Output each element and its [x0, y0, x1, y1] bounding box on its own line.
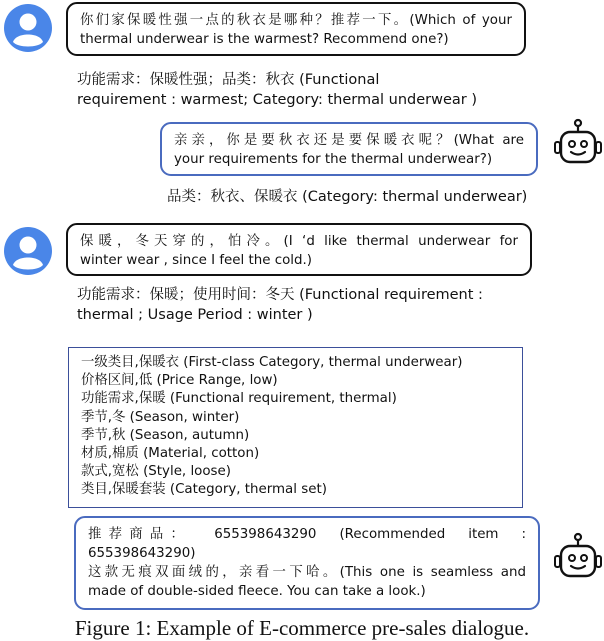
annotation-1	[77, 70, 527, 110]
bot-message-2-line3: 这款无痕双面绒的，亲看一下哈。(This one is seamless and	[88, 565, 526, 580]
annotation-2-line1: 品类：秋衣、保暖衣 (Category: thermal underwear)	[167, 189, 528, 205]
annotation-3-line1: 功能需求：保暖；使用时间：冬天 (Functional requirement :	[77, 287, 483, 303]
attribute-item: 季节,冬 (Season, winter)	[81, 409, 240, 425]
user-message-1-line2: thermal underwear is the warmest? Recommend one?)	[80, 32, 449, 47]
user-message-1-line1: 你们家保暖性强一点的秋衣是哪种？推荐一下。(Which of your	[80, 13, 512, 28]
user-message-2	[66, 223, 532, 276]
user-message-1	[66, 2, 526, 56]
attribute-list-box	[68, 347, 523, 508]
bot-message-2	[74, 516, 540, 610]
annotation-3	[77, 285, 527, 325]
annotation-1-line1: 功能需求：保暖性强；品类：秋衣 (Functional	[77, 72, 380, 88]
user-avatar-icon	[4, 4, 52, 52]
annotation-3-line2: thermal ; Usage Period : winter )	[77, 307, 313, 323]
user-message-2-line2: winter wear , since I feel the cold.)	[80, 253, 312, 268]
attribute-item: 功能需求,保暖 (Functional requirement, thermal)	[81, 391, 397, 407]
attribute-item: 一级类目,保暖衣 (First-class Category, thermal underwear)	[81, 355, 463, 370]
attribute-item: 款式,宽松 (Style, loose)	[81, 464, 231, 480]
attribute-item: 材质,棉质 (Material, cotton)	[81, 446, 260, 462]
attribute-item: 类目,保暖套装 (Category, thermal set)	[81, 482, 327, 498]
attribute-item: 价格区间,低 (Price Range, low)	[81, 373, 278, 389]
robot-icon	[552, 118, 604, 172]
user-message-2-line1: 保暖，冬天穿的，怕冷。(I ‘d like thermal underwear for	[80, 234, 518, 249]
annotation-2	[167, 187, 567, 207]
bot-message-2-line4: made of double-sided fleece. You can take a look.)	[88, 584, 426, 599]
bot-message-1-line2: your requirements for the thermal underwear?)	[174, 152, 493, 167]
bot-message-2-line2: 655398643290)	[88, 546, 196, 561]
bot-message-1-line1: 亲亲，你是要秋衣还是要保暖衣呢？(What are	[174, 133, 524, 148]
annotation-1-line2: requirement : warmest; Category: thermal underwear )	[77, 92, 477, 108]
figure-caption: Figure 1: Example of E-commerce pre-sales dialogue.	[74, 616, 530, 640]
robot-icon	[552, 532, 604, 586]
user-avatar-icon	[4, 227, 52, 275]
attribute-item: 季节,秋 (Season, autumn)	[81, 427, 250, 443]
bot-message-1	[160, 122, 538, 176]
bot-message-2-line1: 推荐商品： 655398643290 (Recommended item :	[88, 527, 526, 542]
